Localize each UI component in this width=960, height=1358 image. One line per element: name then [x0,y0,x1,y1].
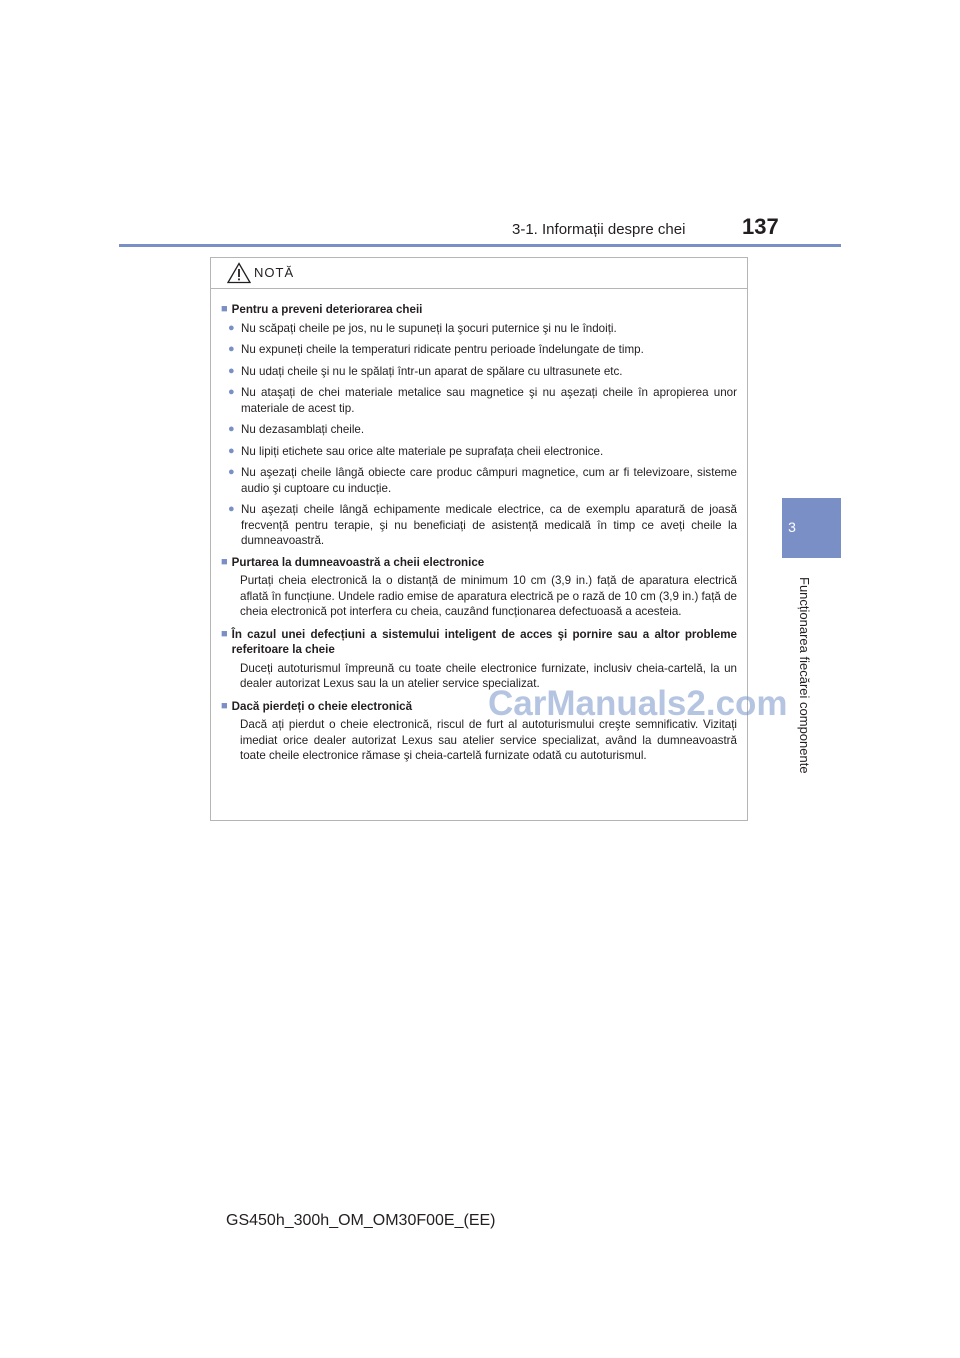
list-item-text: Nu dezasamblați cheile. [241,423,365,436]
document-code: GS450h_300h_OM_OM30F00E_(EE) [226,1212,496,1229]
section-title-text: În cazul unei defecțiuni a sistemului inteligent de acces şi pornire sau a altor probleme referitoare la cheie [231,627,737,656]
list-item-text: Nu aşezați cheile lângă obiecte care produc câmpuri magnetice, cum ar fi televizoare, sisteme audio şi cuptoare cu inducție. [241,466,737,495]
section-title-text: Purtarea la dumneavoastră a cheii electronice [231,555,485,569]
list-item [228,444,737,460]
list-item-text: Nu ataşați de chei materiale metalice sau magnetice şi nu aşezați cheile în apropierea unor materiale de acest tip. [241,386,737,415]
section-title [221,627,737,658]
list-item-text: Nu scăpați cheile pe jos, nu le supuneți la şocuri puternice şi nu le îndoiți. [241,321,617,335]
header-divider [119,244,841,247]
section-title-text: Dacă pierdeți o cheie electronică [231,699,413,713]
chapter-side-title: Funcționarea fiecărei componente [797,577,812,774]
list-item-text: Nu lipiți etichete sau orice alte materiale pe suprafața cheii electronice. [241,444,604,458]
list-item [228,385,737,416]
circle-bullet-icon: ● [228,321,235,334]
list-item [228,321,737,337]
square-marker-icon: ■ [221,627,228,640]
square-marker-icon: ■ [221,699,228,712]
note-box [210,257,748,821]
square-marker-icon: ■ [221,303,228,315]
list-item [228,502,737,549]
section-title-text: Pentru a preveni deteriorarea cheii [231,303,423,316]
section-title [221,555,737,571]
list-item [228,465,737,496]
circle-bullet-icon: ● [228,503,235,515]
note-header [211,258,747,289]
square-marker-icon: ■ [221,555,228,568]
chapter-tab-number: 3 [788,519,796,535]
section-paragraph: Duceți autoturismul împreună cu toate cheile electronice furnizate, inclusiv cheia-cartelă, la un dealer autorizat Lexus sau la un atelier service specializat. [240,661,737,690]
circle-bullet-icon: ● [228,423,235,435]
note-title: NOTĂ [254,265,295,280]
header-section-title: 3-1. Informații despre chei [512,221,686,238]
circle-bullet-icon: ● [228,444,235,457]
section-title [221,302,737,318]
list-item-text: Nu udați cheile şi nu le spălați într-un aparat de spălare cu ultrasunete etc. [241,364,623,378]
watermark: CarManuals2.com [488,684,788,723]
page-number: 137 [742,214,779,239]
list-item [228,364,737,380]
warning-triangle-icon [227,262,251,284]
list-item [228,342,737,358]
list-item [228,422,737,438]
circle-bullet-icon: ● [228,386,235,398]
circle-bullet-icon: ● [228,364,235,377]
list-item-text: Nu expuneți cheile la temperaturi ridicate pentru perioade îndelungate de timp. [241,343,644,356]
list-item-text: Nu aşezați cheile lângă echipamente medicale electrice, ca de exemplu aparatură de joasă frecvență pentru terapie, şi nu beneficiați de asistență medicală în timp ce aveți cheile la dumneavoastră. [241,503,737,547]
section-paragraph: Purtați cheia electronică la o distanță de minimum 10 cm (3,9 in.) față de aparatura electrică aflată în funcțiune. Undele radio emise de aparatura electrică pe o rază de 10 cm (3,9 in.) față de cheia electronică pot interfera cu cheia, cauzând funcționarea defectuoasă a acesteia. [240,574,737,618]
circle-bullet-icon: ● [228,343,235,355]
section-paragraph: Dacă ați pierdut o cheie electronică, riscul de furt al autoturismului creşte semnificativ. Vizitați imediat orice dealer autorizat Lexus sau atelier service specializat, având la dumneavoastră toate cheile electronice rămase şi cheia-cartelă furnizate odată cu autoturismul. [240,718,737,762]
circle-bullet-icon: ● [228,466,235,478]
